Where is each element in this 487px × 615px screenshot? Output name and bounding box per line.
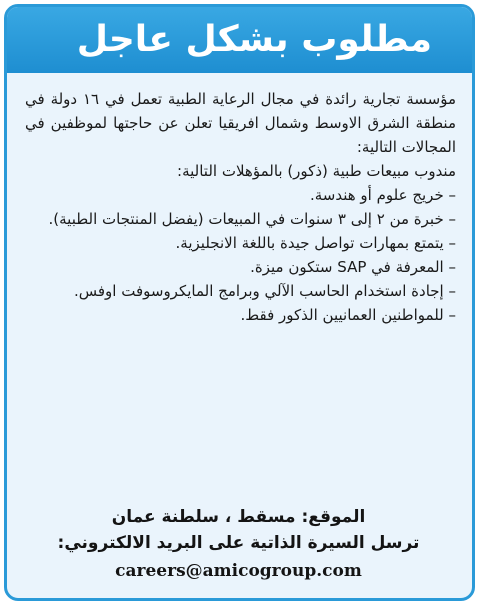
ad-title: مطلوب بشكل عاجل	[76, 19, 432, 60]
job-role: مندوب مبيعات طبية (ذكور) بالمؤهلات التالية:	[177, 162, 456, 180]
cv-instruction: ترسل السيرة الذاتية على البريد الالكتروني:	[57, 533, 420, 553]
qualifications-list	[25, 183, 456, 327]
qualification-item: – يتمتع بمهارات تواصل جيدة باللغة الانجليزية.	[175, 234, 456, 252]
qualification-item: – للمواطنين العمانيين الذكور فقط.	[240, 306, 456, 324]
location-line: الموقع: مسقط ، سلطنة عمان	[111, 507, 366, 527]
qualification-item: – إجادة استخدام الحاسب الآلي وبرامج المايكروسوفت اوفس.	[73, 282, 456, 300]
job-ad-panel	[4, 4, 475, 601]
company-intro: مؤسسة تجارية رائدة في مجال الرعاية الطبية تعمل في ١٦ دولة في منطقة الشرق الاوسط وشمال افريقيا تعلن عن حاجتها لموظفين في المجالات التالية:	[25, 90, 456, 156]
qualification-item: – خريج علوم أو هندسة.	[309, 186, 456, 204]
qualification-item: – المعرفة في SAP ستكون ميزة.	[250, 258, 456, 276]
ad-footer	[17, 504, 460, 586]
careers-email: careers@amicogroup.com	[115, 561, 362, 581]
qualification-item: – خبرة من ٢ إلى ٣ سنوات في المبيعات (يفضل المنتجات الطبية).	[48, 210, 456, 228]
header-band	[7, 7, 472, 73]
ad-body	[25, 87, 456, 327]
